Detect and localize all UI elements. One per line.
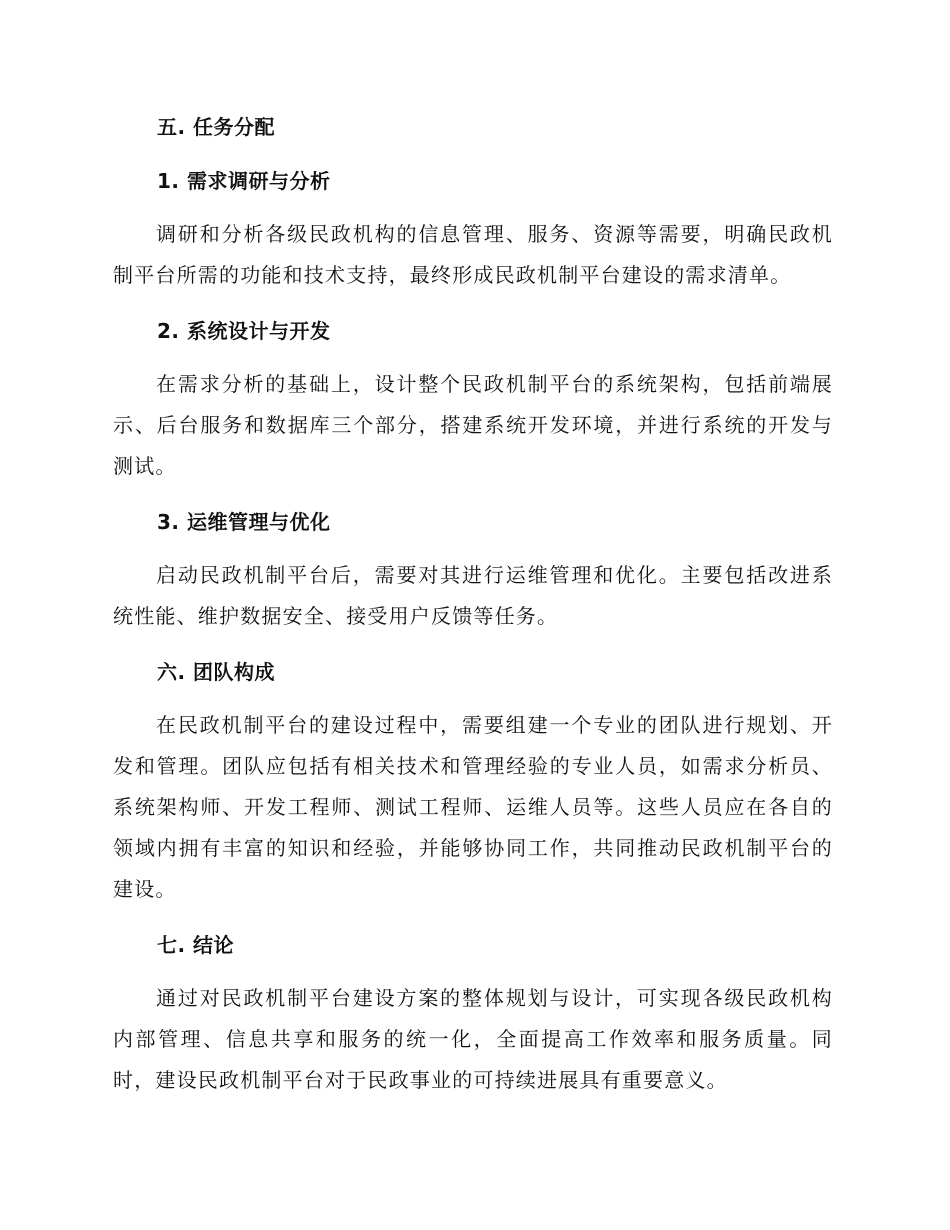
paragraph-operations: 启动民政机制平台后，需要对其进行运维管理和优化。主要包括改进系统性能、维护数据安全、接受用户反馈等任务。 xyxy=(113,563,833,628)
paragraph-system-design: 在需求分析的基础上，设计整个民政机制平台的系统架构，包括前端展示、后台服务和数据库三个部分，搭建系统开发环境，并进行系统的开发与测试。 xyxy=(113,372,833,478)
section-heading-conclusion: 七. 结论 xyxy=(157,933,235,957)
subsection-heading-requirements: 1. 需求调研与分析 xyxy=(157,169,331,193)
subsection-heading-system-design: 2. 系统设计与开发 xyxy=(157,319,331,343)
document-body xyxy=(113,106,833,1115)
section-heading-team: 六. 团队构成 xyxy=(157,660,276,684)
subsection-heading-operations: 3. 运维管理与优化 xyxy=(157,510,331,534)
paragraph-team: 在民政机制平台的建设过程中，需要组建一个专业的团队进行规划、开发和管理。团队应包括有相关技术和管理经验的专业人员，如需求分析员、系统架构师、开发工程师、测试工程师、运维人员等。这些人员应在各自的领域内拥有丰富的知识和经验，并能够协同工作，共同推动民政机制平台的建设。 xyxy=(113,713,833,901)
paragraph-conclusion: 通过对民政机制平台建设方案的整体规划与设计，可实现各级民政机构内部管理、信息共享和服务的统一化，全面提高工作效率和服务质量。同时，建设民政机制平台对于民政事业的可持续进展具有重要意义。 xyxy=(113,986,833,1092)
section-heading-task-allocation: 五. 任务分配 xyxy=(157,115,276,139)
paragraph-requirements: 调研和分析各级民政机构的信息管理、服务、资源等需要，明确民政机制平台所需的功能和技术支持，最终形成民政机制平台建设的需求清单。 xyxy=(113,222,833,287)
